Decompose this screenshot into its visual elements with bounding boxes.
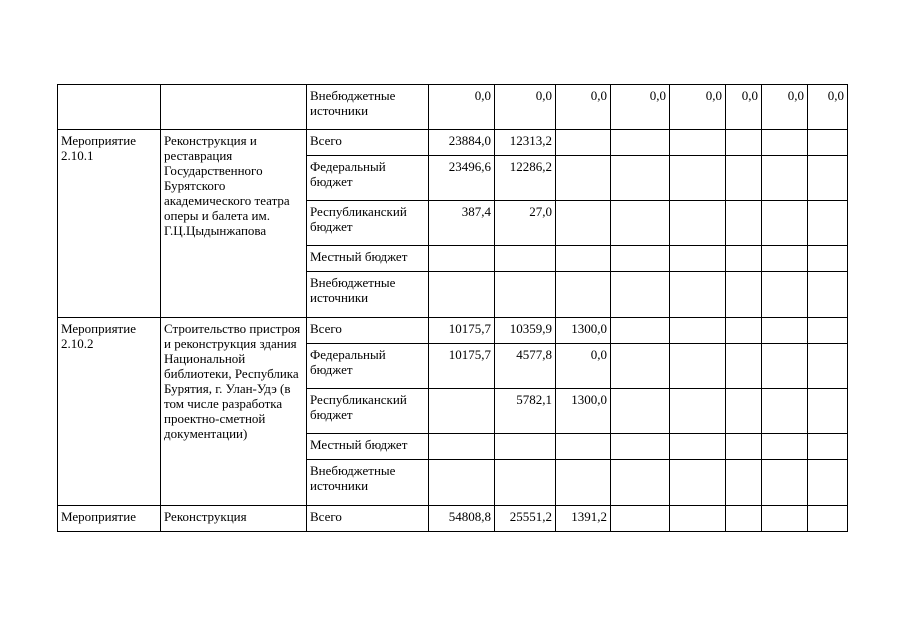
value-cell (429, 246, 495, 272)
description-cell: Реконструкция (161, 506, 307, 532)
value-cell (556, 246, 611, 272)
value-cell (611, 434, 670, 460)
event-cell: Мероприятие 2.10.1 (58, 130, 161, 318)
value-cell: 0,0 (726, 85, 762, 130)
funding-source-cell: Республиканский бюджет (307, 389, 429, 434)
value-cell (726, 506, 762, 532)
value-cell (762, 389, 808, 434)
value-cell (556, 434, 611, 460)
value-cell (808, 318, 848, 344)
value-cell: 10175,7 (429, 344, 495, 389)
value-cell (495, 272, 556, 318)
funding-source-cell: Местный бюджет (307, 434, 429, 460)
value-cell: 12286,2 (495, 156, 556, 201)
value-cell (808, 156, 848, 201)
value-cell: 4577,8 (495, 344, 556, 389)
table-row (58, 130, 848, 156)
value-cell: 0,0 (556, 344, 611, 389)
value-cell (670, 344, 726, 389)
value-cell (611, 344, 670, 389)
funding-source-cell: Местный бюджет (307, 246, 429, 272)
table-row (58, 85, 848, 130)
value-cell (808, 344, 848, 389)
value-cell: 387,4 (429, 201, 495, 246)
funding-source-cell: Внебюджетные источники (307, 460, 429, 506)
funding-source-cell: Федеральный бюджет (307, 156, 429, 201)
value-cell (556, 201, 611, 246)
value-cell (429, 434, 495, 460)
value-cell (670, 272, 726, 318)
value-cell (726, 201, 762, 246)
description-cell: Реконструкция и реставрация Государственного Бурятского академического театра оперы и балета им. Г.Ц.Цыдынжапова (161, 130, 307, 318)
value-cell (808, 272, 848, 318)
value-cell (726, 344, 762, 389)
value-cell (762, 272, 808, 318)
value-cell (762, 246, 808, 272)
description-cell (161, 85, 307, 130)
value-cell: 0,0 (611, 85, 670, 130)
value-cell: 0,0 (808, 85, 848, 130)
value-cell (429, 272, 495, 318)
value-cell (726, 434, 762, 460)
value-cell: 0,0 (429, 85, 495, 130)
event-cell (58, 85, 161, 130)
table-row (58, 318, 848, 344)
value-cell (762, 434, 808, 460)
value-cell (762, 344, 808, 389)
value-cell (808, 460, 848, 506)
value-cell (726, 318, 762, 344)
funding-source-cell: Всего (307, 130, 429, 156)
funding-source-cell: Федеральный бюджет (307, 344, 429, 389)
value-cell (808, 434, 848, 460)
value-cell (670, 460, 726, 506)
value-cell (808, 246, 848, 272)
funding-source-cell: Внебюджетные источники (307, 272, 429, 318)
budget-table (57, 84, 848, 532)
event-cell: Мероприятие (58, 506, 161, 532)
value-cell (670, 506, 726, 532)
value-cell (762, 318, 808, 344)
value-cell: 25551,2 (495, 506, 556, 532)
value-cell (611, 246, 670, 272)
funding-source-cell: Всего (307, 318, 429, 344)
value-cell: 10359,9 (495, 318, 556, 344)
value-cell (670, 246, 726, 272)
value-cell (611, 272, 670, 318)
value-cell (611, 201, 670, 246)
value-cell (808, 130, 848, 156)
funding-source-cell: Внебюджетные источники (307, 85, 429, 130)
value-cell: 1300,0 (556, 389, 611, 434)
value-cell (611, 156, 670, 201)
table-row (58, 506, 848, 532)
value-cell (670, 389, 726, 434)
value-cell: 23496,6 (429, 156, 495, 201)
value-cell: 0,0 (762, 85, 808, 130)
value-cell (762, 460, 808, 506)
value-cell: 10175,7 (429, 318, 495, 344)
value-cell (611, 460, 670, 506)
value-cell (670, 156, 726, 201)
value-cell (556, 272, 611, 318)
value-cell (762, 506, 808, 532)
value-cell (670, 434, 726, 460)
value-cell: 5782,1 (495, 389, 556, 434)
description-cell: Строительство пристроя и реконструкция здания Национальной библиотеки, Республика Бурятия, г. Улан-Удэ (в том числе разработка проектно-сметной документации) (161, 318, 307, 506)
value-cell: 27,0 (495, 201, 556, 246)
value-cell (556, 156, 611, 201)
value-cell: 1391,2 (556, 506, 611, 532)
value-cell (808, 201, 848, 246)
value-cell: 0,0 (495, 85, 556, 130)
value-cell (726, 130, 762, 156)
value-cell (726, 272, 762, 318)
value-cell: 12313,2 (495, 130, 556, 156)
value-cell (556, 460, 611, 506)
value-cell (726, 460, 762, 506)
value-cell (762, 130, 808, 156)
value-cell (611, 130, 670, 156)
value-cell (726, 246, 762, 272)
value-cell (670, 318, 726, 344)
value-cell: 23884,0 (429, 130, 495, 156)
value-cell (762, 156, 808, 201)
value-cell (556, 130, 611, 156)
value-cell (611, 318, 670, 344)
event-cell: Мероприятие 2.10.2 (58, 318, 161, 506)
value-cell (495, 246, 556, 272)
value-cell (670, 201, 726, 246)
value-cell (495, 434, 556, 460)
value-cell (670, 130, 726, 156)
value-cell (726, 389, 762, 434)
value-cell: 0,0 (670, 85, 726, 130)
value-cell (495, 460, 556, 506)
value-cell (762, 201, 808, 246)
funding-source-cell: Республиканский бюджет (307, 201, 429, 246)
value-cell (429, 389, 495, 434)
value-cell (429, 460, 495, 506)
value-cell (726, 156, 762, 201)
value-cell (808, 389, 848, 434)
funding-source-cell: Всего (307, 506, 429, 532)
value-cell (611, 389, 670, 434)
value-cell (808, 506, 848, 532)
value-cell (611, 506, 670, 532)
budget-table-body (58, 85, 848, 532)
value-cell: 0,0 (556, 85, 611, 130)
value-cell: 1300,0 (556, 318, 611, 344)
value-cell: 54808,8 (429, 506, 495, 532)
